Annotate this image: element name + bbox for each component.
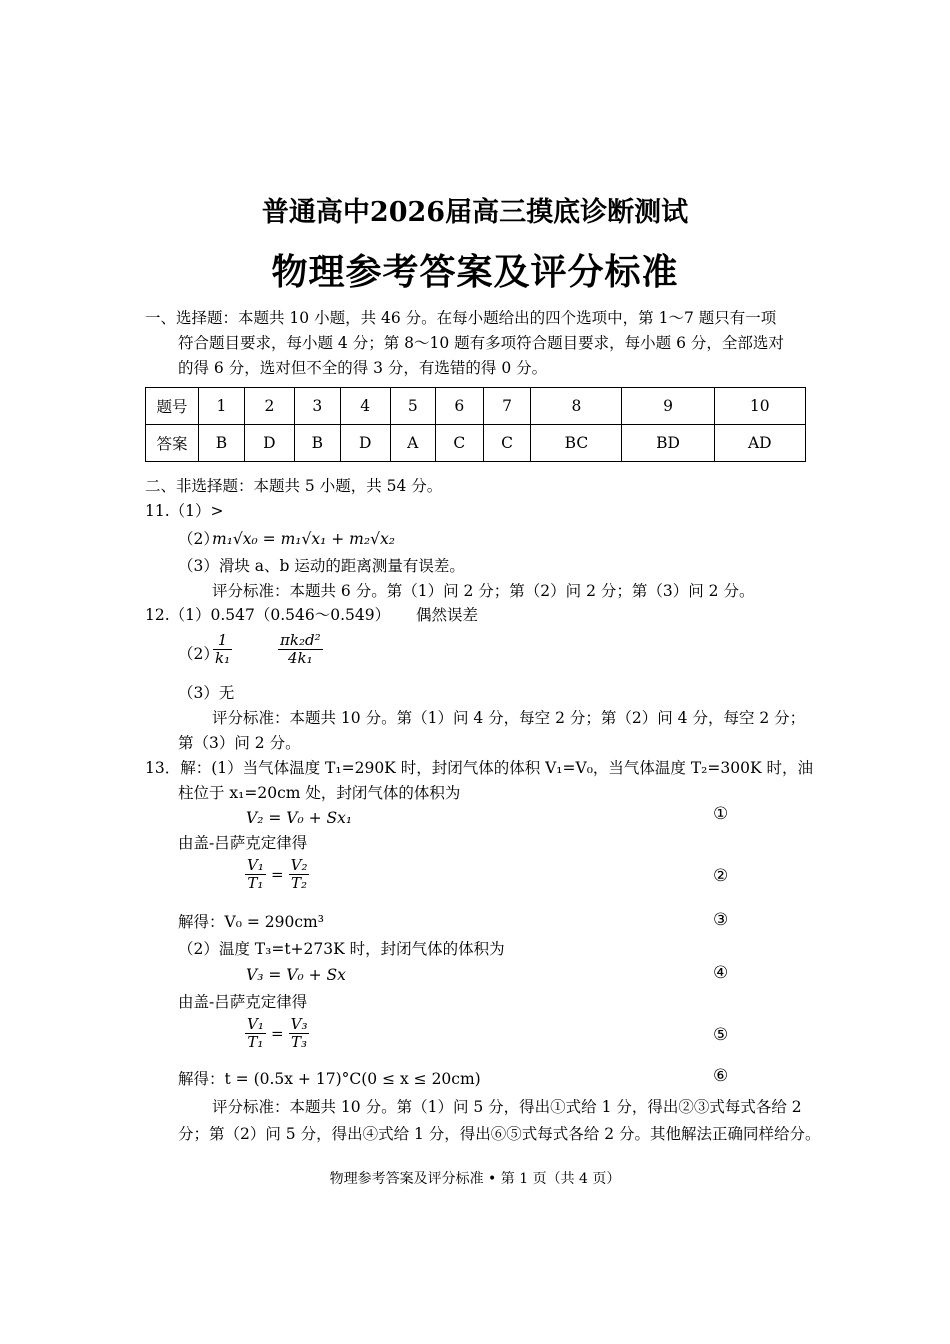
q13-equation-1: V₂ = V₀ + Sx₁ xyxy=(246,809,353,827)
question-number: 1 xyxy=(199,388,245,425)
q11-part1: 11.（1）> xyxy=(145,502,224,520)
equation-marker-6: ⑥ xyxy=(713,1066,729,1086)
q12-scoring-line1: 评分标准：本题共 10 分。第（1）问 4 分，每空 2 分；第（2）问 4 分，每空 2 分； xyxy=(212,709,806,727)
section1-line2: 符合题目要求，每小题 4 分；第 8～10 题有多项符合题目要求，每小题 6 分，全部选对 xyxy=(178,334,784,352)
q13-scoring-line2: 分；第（2）问 5 分，得出④式给 1 分，得出⑥⑤式每式各给 2 分。其他解法正确同样给分。 xyxy=(178,1125,821,1143)
answer-cell: BD xyxy=(622,425,714,462)
q13-law-1: 由盖-吕萨克定律得 xyxy=(178,834,308,852)
fraction-denominator: T₃ xyxy=(291,1033,308,1051)
answer-cell: A xyxy=(390,425,435,462)
q13-law-2: 由盖-吕萨克定律得 xyxy=(178,993,308,1011)
answer-cell: BC xyxy=(531,425,622,462)
question-number: 4 xyxy=(340,388,390,425)
page-footer: 物理参考答案及评分标准 • 第 1 页（共 4 页） xyxy=(329,1171,621,1187)
exam-title: 普通高中2026届高三摸底诊断测试 xyxy=(261,197,689,228)
fraction-numerator: V₁ xyxy=(247,1015,264,1033)
document-title: 物理参考答案及评分标准 xyxy=(271,251,679,293)
q13-scoring-line1: 评分标准：本题共 10 分。第（1）问 5 分，得出①式给 1 分，得出②③式每式各给 2 xyxy=(212,1098,802,1116)
question-number: 9 xyxy=(622,388,714,425)
row-header-answer: 答案 xyxy=(146,425,199,462)
q11-part2-label: （2） xyxy=(178,530,219,548)
q13-part2: （2）温度 T₃=t+273K 时，封闭气体的体积为 xyxy=(178,940,505,958)
answer-cell: C xyxy=(483,425,531,462)
fraction-denominator: 4k₁ xyxy=(287,649,313,667)
fraction-denominator: k₁ xyxy=(215,649,231,667)
q12-fraction-1 xyxy=(213,632,232,667)
fraction-denominator: T₁ xyxy=(247,874,264,892)
q12-part1: 12.（1）0.547（0.546～0.549） xyxy=(145,606,391,624)
q13-solution-2: 解得：t = (0.5x + 17)°C(0 ≤ x ≤ 20cm) xyxy=(178,1070,481,1088)
q13-intro-line1: 13．解：(1）当气体温度 T₁=290K 时，封闭气体的体积 V₁=V₀，当气体温度 T₂=300K 时，油 xyxy=(145,759,813,777)
q12-part1-error-type: 偶然误差 xyxy=(416,606,479,624)
q13-equation-4: V₃ = V₀ + Sx xyxy=(246,966,346,984)
answer-cell: D xyxy=(244,425,294,462)
fraction-numerator: V₂ xyxy=(290,856,308,874)
question-number: 10 xyxy=(714,388,805,425)
question-number: 7 xyxy=(483,388,531,425)
fraction-numerator: V₃ xyxy=(290,1015,308,1033)
fraction-numerator: 1 xyxy=(213,632,232,650)
answer-table xyxy=(145,387,806,462)
question-number: 8 xyxy=(531,388,622,425)
row-header-question: 题号 xyxy=(146,388,199,425)
q13-equation-2: $\frac{\text{V₁}}{\text{T₁}}$ = $\frac{\text{V₂}}{\text{T₂}}$ xyxy=(247,856,308,892)
question-number: 5 xyxy=(390,388,435,425)
equation-marker-3: ③ xyxy=(713,910,729,930)
q12-fraction-2 xyxy=(278,632,323,667)
section2-heading: 二、非选择题：本题共 5 小题，共 54 分。 xyxy=(145,477,443,495)
question-number-row xyxy=(146,388,806,425)
question-number: 3 xyxy=(294,388,340,425)
equation-marker-5: ⑤ xyxy=(713,1025,729,1045)
answer-cell: B xyxy=(294,425,340,462)
question-number: 6 xyxy=(435,388,483,425)
q12-part3: （3）无 xyxy=(178,684,235,702)
q13-intro-line2: 柱位于 x₁=20cm 处，封闭气体的体积为 xyxy=(178,784,461,802)
q12-part2-label: （2） xyxy=(178,645,219,663)
fraction-numerator: V₁ xyxy=(247,856,264,874)
q13-solution-1: 解得：V₀ = 290cm³ xyxy=(178,913,324,931)
fraction-denominator: T₁ xyxy=(247,1033,264,1051)
q11-part3: （3）滑块 a、b 运动的距离测量有误差。 xyxy=(178,557,465,575)
q12-scoring-line2: 第（3）问 2 分。 xyxy=(178,734,301,752)
q11-part2-formula: m₁√x₀ = m₁√x₁ + m₂√x₂ xyxy=(212,530,395,548)
fraction-denominator: T₂ xyxy=(291,874,308,892)
answer-row xyxy=(146,425,806,462)
question-number: 2 xyxy=(244,388,294,425)
answer-cell: C xyxy=(435,425,483,462)
equation-marker-4: ④ xyxy=(713,963,729,983)
q11-scoring: 评分标准：本题共 6 分。第（1）问 2 分；第（2）问 2 分；第（3）问 2 分。 xyxy=(212,582,755,600)
section1-line3: 的得 6 分，选对但不全的得 3 分，有选错的得 0 分。 xyxy=(178,359,548,377)
q13-equation-5: $\frac{\text{V₁}}{\text{T₁}}$ = $\frac{\text{V₃}}{\text{T₃}}$ xyxy=(247,1015,308,1051)
equation-marker-1: ① xyxy=(713,804,729,824)
answer-cell: B xyxy=(199,425,245,462)
answer-cell: D xyxy=(340,425,390,462)
fraction-numerator: πk₂d² xyxy=(280,631,321,649)
section1-line1: 一、选择题：本题共 10 小题，共 46 分。在每小题给出的四个选项中，第 1～7 题只有一项 xyxy=(145,309,777,327)
equation-marker-2: ② xyxy=(713,866,729,886)
answer-cell: AD xyxy=(714,425,805,462)
